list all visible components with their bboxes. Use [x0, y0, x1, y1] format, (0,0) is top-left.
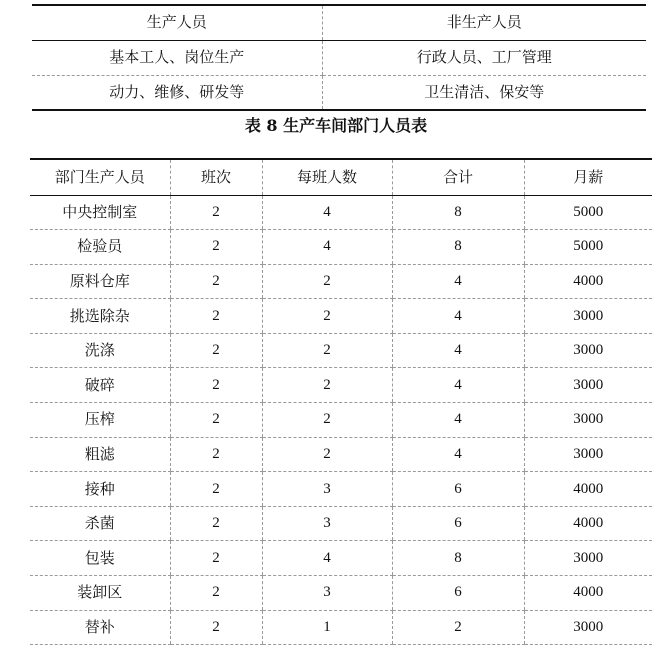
shifts-cell: 2: [170, 610, 262, 645]
table-row: [30, 264, 652, 299]
per-shift-cell: 2: [262, 264, 392, 299]
table-row: [32, 40, 646, 75]
salary-cell: 4000: [524, 264, 652, 299]
total-cell: 8: [392, 230, 524, 265]
table-row: [30, 195, 652, 230]
total-cell: 6: [392, 472, 524, 507]
total-cell: 8: [392, 541, 524, 576]
department-cell: 压榨: [30, 403, 170, 438]
table-row: [30, 230, 652, 265]
header-cell-production-staff: 生产人员: [32, 5, 322, 40]
table-cell: 基本工人、岗位生产: [32, 40, 322, 75]
table-row: [30, 437, 652, 472]
column-header-total: 合计: [392, 159, 524, 195]
total-cell: 4: [392, 437, 524, 472]
per-shift-cell: 4: [262, 195, 392, 230]
table-header-row: [32, 5, 646, 40]
column-header-shifts: 班次: [170, 159, 262, 195]
salary-cell: 5000: [524, 195, 652, 230]
total-cell: 4: [392, 264, 524, 299]
department-cell: 检验员: [30, 230, 170, 265]
per-shift-cell: 3: [262, 472, 392, 507]
department-cell: 接种: [30, 472, 170, 507]
salary-cell: 3000: [524, 437, 652, 472]
header-cell-non-production-staff: 非生产人员: [322, 5, 646, 40]
salary-cell: 3000: [524, 333, 652, 368]
table-row: [30, 610, 652, 645]
shifts-cell: 2: [170, 506, 262, 541]
per-shift-cell: 4: [262, 541, 392, 576]
shifts-cell: 2: [170, 403, 262, 438]
per-shift-cell: 2: [262, 299, 392, 334]
table-header-row: [30, 159, 652, 195]
total-cell: 6: [392, 576, 524, 611]
table-cell: 行政人员、工厂管理: [322, 40, 646, 75]
total-cell: 4: [392, 333, 524, 368]
per-shift-cell: 4: [262, 230, 392, 265]
column-header-department: 部门生产人员: [30, 159, 170, 195]
department-cell: 原料仓库: [30, 264, 170, 299]
department-cell: 替补: [30, 610, 170, 645]
salary-cell: 4000: [524, 576, 652, 611]
department-cell: 粗滤: [30, 437, 170, 472]
salary-cell: 3000: [524, 541, 652, 576]
table-row: [30, 299, 652, 334]
table-row: [30, 506, 652, 541]
column-header-monthly-salary: 月薪: [524, 159, 652, 195]
total-cell: 4: [392, 403, 524, 438]
shifts-cell: 2: [170, 230, 262, 265]
department-cell: 装卸区: [30, 576, 170, 611]
table-body: [30, 195, 652, 645]
table-row: [30, 576, 652, 611]
per-shift-cell: 2: [262, 403, 392, 438]
total-cell: 4: [392, 299, 524, 334]
department-cell: 破碎: [30, 368, 170, 403]
salary-cell: 4000: [524, 506, 652, 541]
per-shift-cell: 3: [262, 506, 392, 541]
shifts-cell: 2: [170, 437, 262, 472]
table-row: [30, 472, 652, 507]
shifts-cell: 2: [170, 541, 262, 576]
shifts-cell: 2: [170, 333, 262, 368]
per-shift-cell: 2: [262, 368, 392, 403]
shifts-cell: 2: [170, 195, 262, 230]
shifts-cell: 2: [170, 472, 262, 507]
personnel-category-table: [32, 4, 646, 111]
table-caption: 表 8 生产车间部门人员表: [244, 116, 428, 135]
per-shift-cell: 1: [262, 610, 392, 645]
total-cell: 4: [392, 368, 524, 403]
table-row: [30, 541, 652, 576]
salary-cell: 3000: [524, 368, 652, 403]
total-cell: 2: [392, 610, 524, 645]
table-row: [30, 368, 652, 403]
per-shift-cell: 2: [262, 437, 392, 472]
salary-cell: 3000: [524, 403, 652, 438]
table-row: [30, 333, 652, 368]
department-staff-table: [30, 158, 652, 645]
table-row: [32, 75, 646, 110]
total-cell: 8: [392, 195, 524, 230]
total-cell: 6: [392, 506, 524, 541]
shifts-cell: 2: [170, 576, 262, 611]
per-shift-cell: 3: [262, 576, 392, 611]
column-header-per-shift: 每班人数: [262, 159, 392, 195]
salary-cell: 5000: [524, 230, 652, 265]
salary-cell: 3000: [524, 610, 652, 645]
department-cell: 洗涤: [30, 333, 170, 368]
salary-cell: 3000: [524, 299, 652, 334]
department-cell: 包装: [30, 541, 170, 576]
shifts-cell: 2: [170, 368, 262, 403]
table-cell: 动力、维修、研发等: [32, 75, 322, 110]
per-shift-cell: 2: [262, 333, 392, 368]
table-row: [30, 403, 652, 438]
salary-cell: 4000: [524, 472, 652, 507]
department-cell: 中央控制室: [30, 195, 170, 230]
department-cell: 挑选除杂: [30, 299, 170, 334]
department-cell: 杀菌: [30, 506, 170, 541]
shifts-cell: 2: [170, 264, 262, 299]
shifts-cell: 2: [170, 299, 262, 334]
table-cell: 卫生清洁、保安等: [322, 75, 646, 110]
